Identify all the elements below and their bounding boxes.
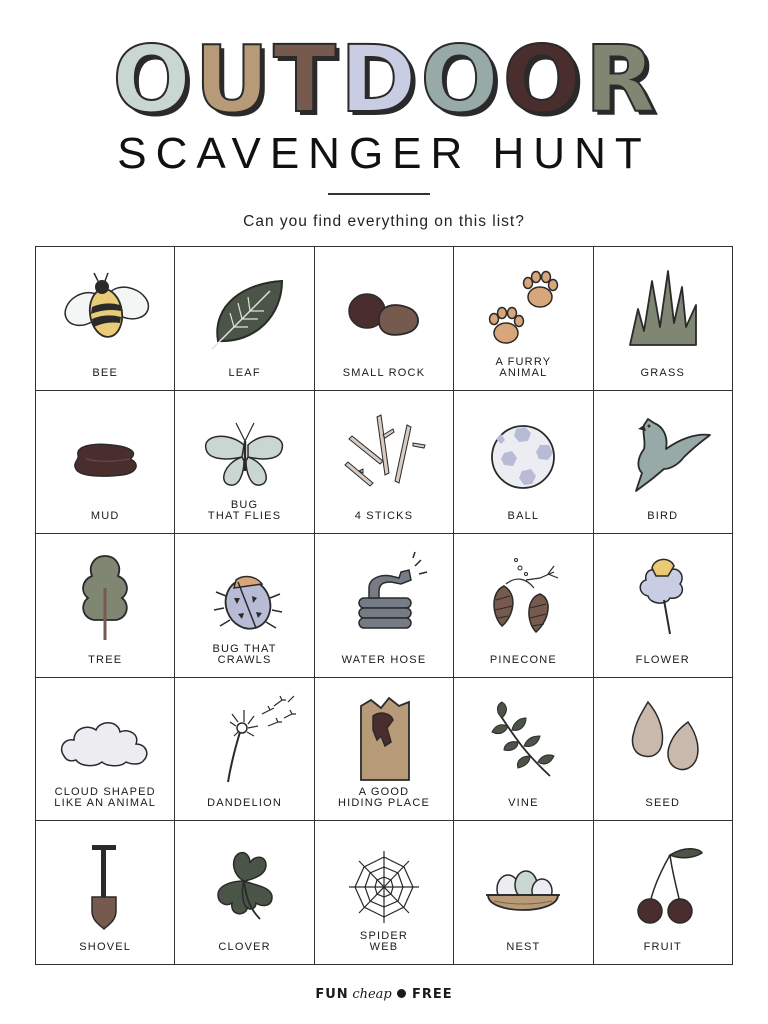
item-label: WATER HOSE — [341, 653, 427, 666]
item-label: NEST — [506, 941, 541, 953]
grid-cell[interactable] — [36, 678, 175, 822]
grid-cell[interactable] — [454, 821, 593, 965]
grid-cell[interactable] — [175, 678, 314, 822]
footer-logo — [0, 986, 768, 1002]
grid-cell[interactable] — [175, 821, 314, 965]
dandelion-icon — [190, 692, 300, 788]
item-label: 4 STICKS — [354, 510, 414, 523]
item-label: PINECONE — [489, 653, 557, 666]
grid-cell[interactable] — [454, 391, 593, 535]
grid-cell[interactable] — [175, 391, 314, 535]
bee-icon — [50, 261, 160, 357]
grid-cell[interactable] — [36, 534, 175, 678]
grid-cell[interactable] — [594, 678, 733, 822]
grid-cell[interactable] — [175, 534, 314, 678]
rock-icon — [329, 261, 439, 357]
pinecone-icon — [468, 548, 578, 644]
grid-cell[interactable] — [594, 534, 733, 678]
grid-cell[interactable] — [175, 247, 314, 391]
logo-fun: FUN — [315, 987, 349, 1002]
paw-prints-icon — [468, 261, 578, 357]
mud-icon — [50, 405, 160, 501]
butterfly-icon — [190, 405, 300, 501]
divider — [328, 193, 430, 195]
scavenger-grid — [35, 246, 733, 965]
item-label: BALL — [507, 510, 540, 523]
grid-cell[interactable] — [594, 247, 733, 391]
flower-icon — [608, 548, 718, 644]
grid-cell[interactable] — [36, 821, 175, 965]
logo-cheap: cheap — [352, 987, 392, 1002]
cloud-icon — [50, 692, 160, 788]
tree-stump-icon — [329, 692, 439, 788]
sticks-icon — [329, 405, 439, 501]
grid-cell[interactable] — [315, 821, 454, 965]
title-letter: U — [194, 26, 270, 133]
item-label: CLOVER — [218, 941, 271, 953]
item-label: A GOOD HIDING PLACE — [337, 786, 430, 810]
ball-icon — [468, 405, 578, 501]
title-outdoor — [0, 26, 768, 133]
bird-icon — [608, 405, 718, 501]
seed-icon — [608, 692, 718, 788]
item-label: BUG THAT FLIES — [207, 499, 282, 523]
item-label: SHOVEL — [79, 941, 132, 953]
item-label: BEE — [92, 366, 118, 379]
grid-cell[interactable] — [594, 821, 733, 965]
leaf-icon — [190, 261, 300, 357]
spider-web-icon — [329, 835, 439, 931]
grid-cell[interactable] — [454, 247, 593, 391]
item-label: FLOWER — [635, 653, 690, 666]
page-subtitle: SCAVENGER HUNT — [117, 129, 651, 178]
beetle-icon — [190, 548, 300, 644]
vine-icon — [468, 692, 578, 788]
grid-cell[interactable] — [315, 678, 454, 822]
item-label: FRUIT — [643, 941, 682, 953]
grid-cell[interactable] — [36, 247, 175, 391]
item-label: GRASS — [640, 366, 686, 379]
item-label: VINE — [508, 797, 539, 810]
grass-icon — [608, 261, 718, 357]
item-label: A FURRY ANIMAL — [495, 355, 552, 379]
title-letter: O — [502, 26, 581, 133]
tree-icon — [50, 548, 160, 644]
item-label: LEAF — [228, 366, 261, 379]
title-letter: O — [112, 26, 191, 133]
water-hose-icon — [329, 548, 439, 644]
item-label: CLOUD SHAPED LIKE AN ANIMAL — [54, 786, 157, 810]
title-letter: O — [420, 26, 499, 133]
item-label: MUD — [90, 510, 120, 523]
clover-icon — [190, 835, 300, 931]
item-label: SMALL ROCK — [342, 366, 426, 379]
item-label: SPIDER WEB — [359, 930, 409, 953]
title-letter: R — [584, 26, 656, 133]
logo-dot-icon — [397, 989, 406, 998]
item-label: BUG THAT CRAWLS — [212, 642, 277, 666]
item-label: DANDELION — [207, 797, 283, 810]
nest-icon — [468, 835, 578, 931]
grid-cell[interactable] — [36, 391, 175, 535]
grid-cell[interactable] — [454, 534, 593, 678]
grid-cell[interactable] — [315, 391, 454, 535]
cherries-icon — [608, 835, 718, 931]
shovel-icon — [50, 835, 160, 931]
grid-cell[interactable] — [454, 678, 593, 822]
grid-cell[interactable] — [315, 247, 454, 391]
item-label: SEED — [645, 797, 681, 810]
grid-cell[interactable] — [594, 391, 733, 535]
logo-free: FREE — [411, 987, 453, 1002]
grid-cell[interactable] — [315, 534, 454, 678]
title-letter: T — [273, 26, 337, 133]
item-label: BIRD — [647, 510, 679, 523]
tagline: Can you find everything on this list? — [243, 213, 525, 230]
title-letter: D — [340, 26, 417, 133]
item-label: TREE — [88, 653, 123, 666]
